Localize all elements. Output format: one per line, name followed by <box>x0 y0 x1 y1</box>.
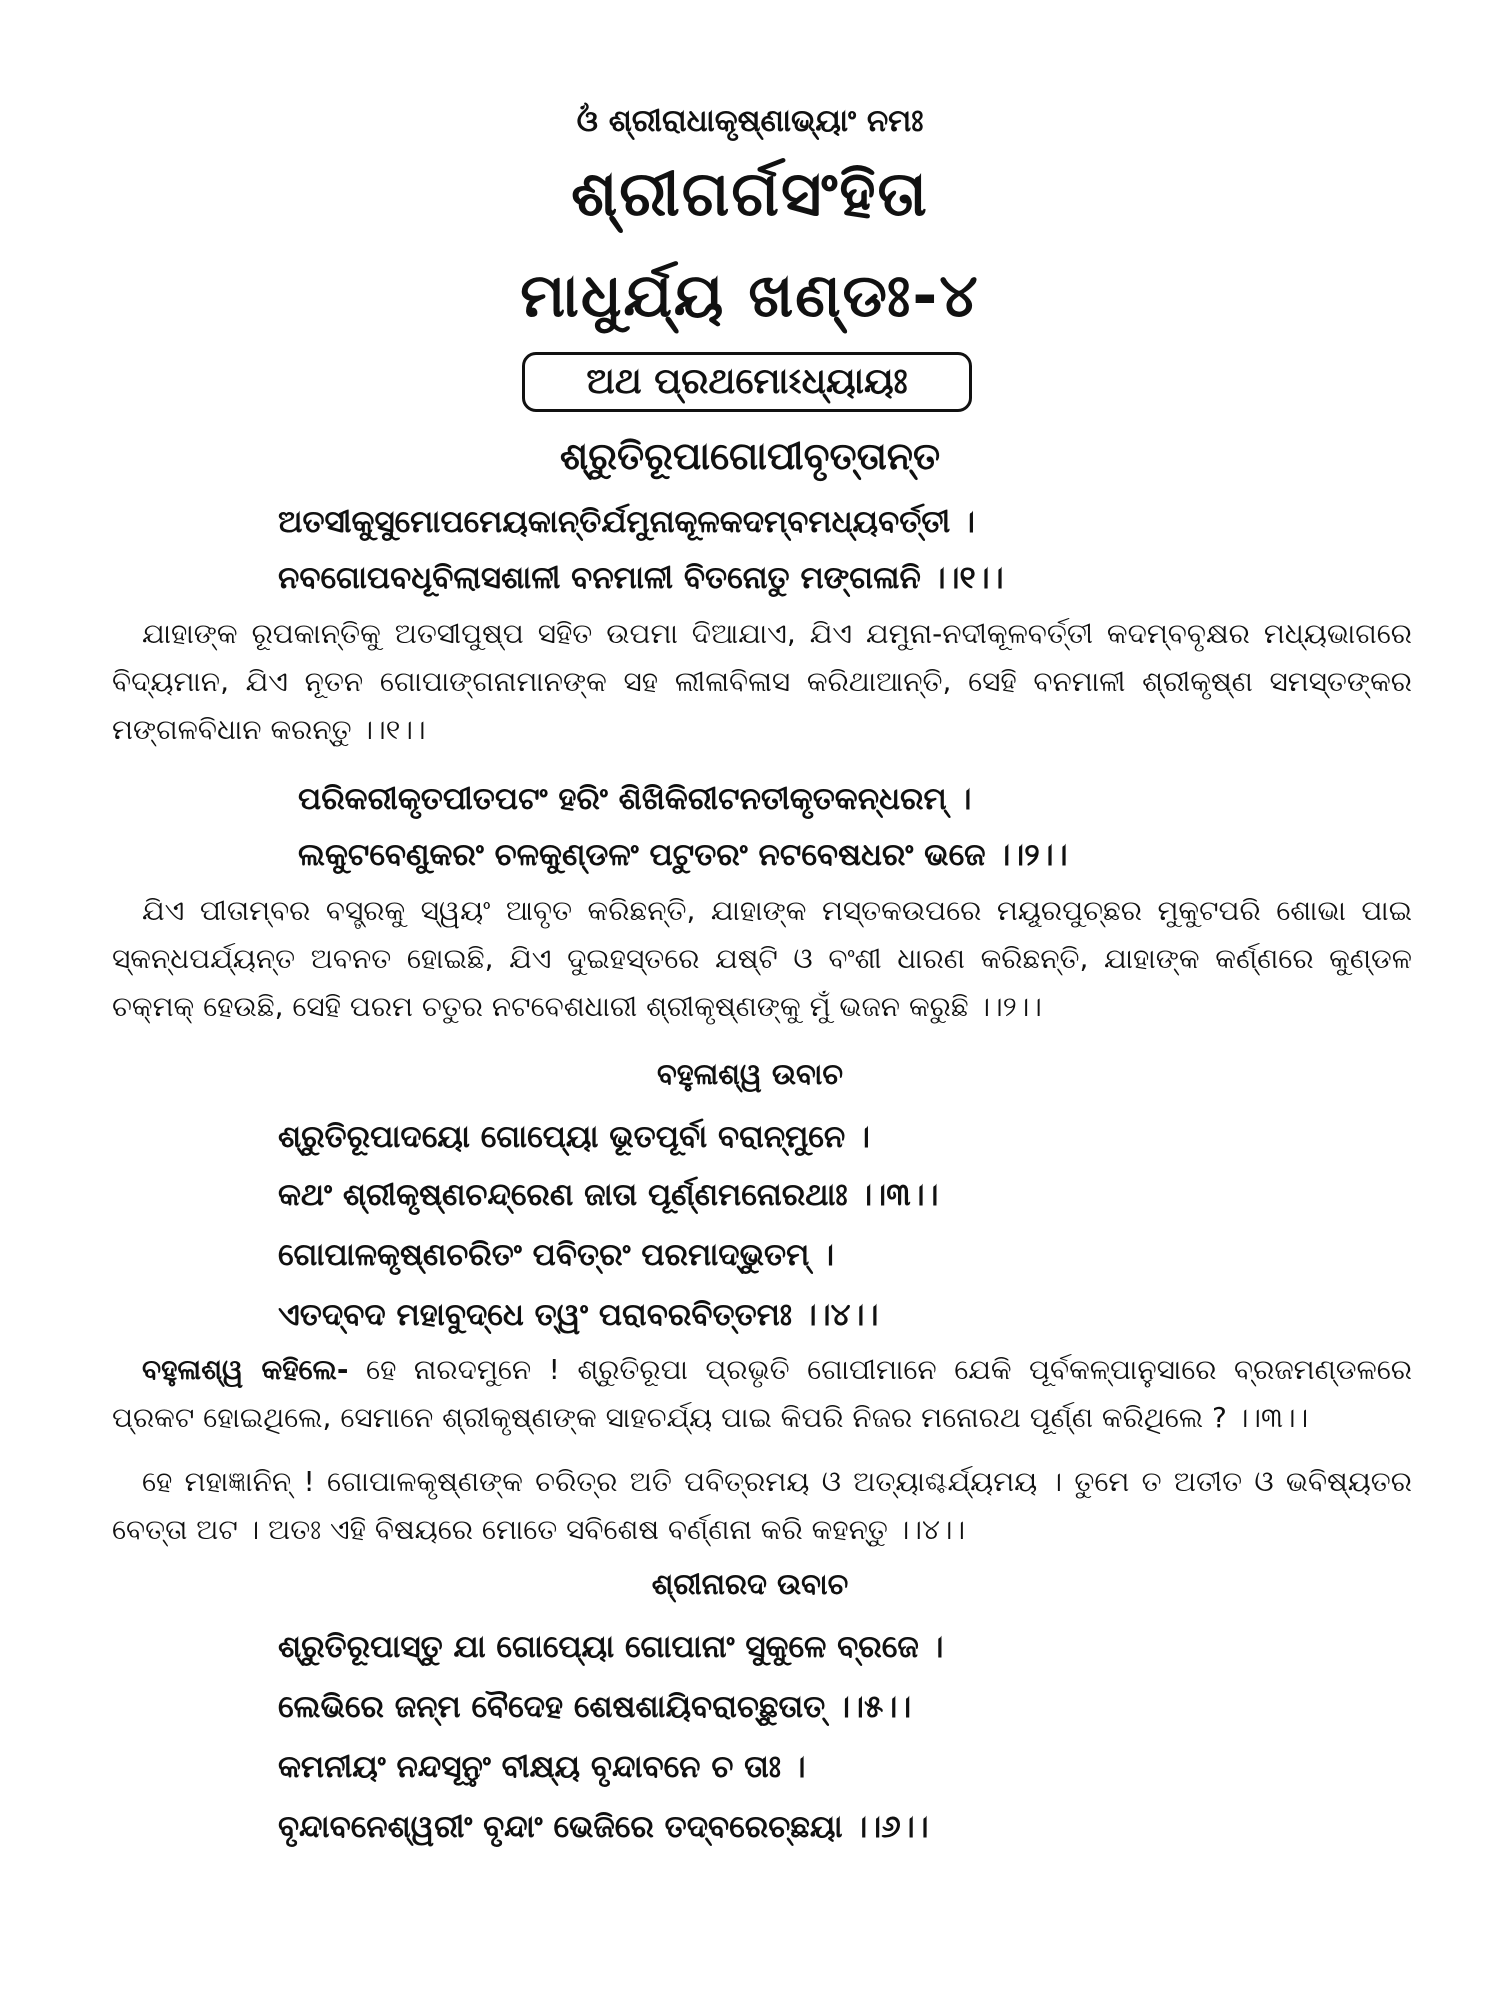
verse-line: କମନୀୟଂ ନନ୍ଦସୂନୁଂ ବୀକ୍ଷ୍ୟ ବୃନ୍ଦାବନେ ଚ ତାଃ । <box>278 1749 806 1785</box>
speaker-heading: ଶ୍ରୀନାରଦ ଉବାଚ <box>651 1567 849 1601</box>
invocation-line: ଓଁ ଶ୍ରୀରାଧାକୃଷ୍ଣାଭ୍ୟାଂ ନମଃ <box>576 103 924 139</box>
chapter-heading: ଅଥ ପ୍ରଥମୋଽଧ୍ୟାୟଃ <box>586 361 908 402</box>
translation-paragraph: ହେ ମହାଜ୍ଞାନିନ୍ ! ଗୋପାଳକୃଷ୍ଣଙ୍କ ଚରିତ୍ର ଅତି ପବିତ୍ରମୟ ଓ ଅତ୍ୟାଶ୍ଚର୍ଯ୍ୟମୟ । ତୁମେ ତ ଅତୀତ ଓ ଭବିଷ୍ୟତର ବେତ୍ତା ଅଟ । ଅତଃ ଏହି ବିଷୟରେ ମୋତେ ସବିଶେଷ ବର୍ଣ୍ଣନା କରି କହନ୍ତୁ ।।୪।। <box>112 1465 1412 1546</box>
translation-paragraph <box>112 1346 1412 1442</box>
verse-line: ଲକୁଟବେଣୁକରଂ ଚଳକୁଣ୍ଡଳଂ ପଟୁତରଂ ନଟବେଷଧରଂ ଭଜେ ।।୨।। <box>298 837 1068 873</box>
verse-line: ଗୋପାଳକୃଷ୍ଣଚରିତଂ ପବିତ୍ରଂ ପରମାଦ୍ଭୁତମ୍ । <box>278 1237 835 1273</box>
chapter-heading-box <box>522 352 972 412</box>
translation-paragraph: ଯିଏ ପୀତାମ୍ବର ବସ୍ତ୍ରକୁ ସ୍ୱୟଂ ଆବୃତ କରିଛନ୍ତି, ଯାହାଙ୍କ ମସ୍ତକଉପରେ ମୟୂରପୁଚ୍ଛର ମୁକୁଟପରି ଶୋଭା ପାଇ ସ୍କନ୍ଧପର୍ଯ୍ୟନ୍ତ ଅବନତ ହୋଇଛି, ଯିଏ ଦୁଇହସ୍ତରେ ଯଷ୍ଟି ଓ ବଂଶୀ ଧାରଣ କରିଛନ୍ତି, ଯାହାଙ୍କ କର୍ଣ୍ଣରେ କୁଣ୍ଡଳ ଚକ୍‌ମକ୍ ହେଉଛି, ସେହି ପରମ ଚତୁର ନଟବେଶଧାରୀ ଶ୍ରୀକୃଷ୍ଣଙ୍କୁ ମୁଁ ଭଜନ କରୁଛି ।।୨।। <box>112 894 1412 1023</box>
verse-line: ଏତଦ୍‌ବଦ ମହାବୁଦ୍ଧେ ତ୍ୱଂ ପରାବରବିତ୍ତମଃ ।।୪।। <box>278 1297 879 1333</box>
verse-line: ଶ୍ରୁତିରୂପାସ୍ତୁ ଯା ଗୋପ୍ୟୋ ଗୋପାନାଂ ସୁକୁଳେ ବ୍ରଜେ । <box>278 1629 944 1665</box>
speaker-lead: ବହୁଳାଶ୍ୱ କହିଲେ- <box>142 1353 349 1386</box>
chapter-subtitle: ଶ୍ରୁତିରୂପାଗୋପୀବୃତ୍ତାନ୍ତ <box>559 434 941 478</box>
verse-line: ପରିକରୀକୃତପୀତପଟଂ ହରିଂ ଶିଖିକିରୀଟନତୀକୃତକନ୍ଧରମ୍ । <box>298 781 972 817</box>
speaker-heading: ବହୁଳାଶ୍ୱ ଉବାଚ <box>656 1057 844 1091</box>
verse-line: କଥଂ ଶ୍ରୀକୃଷ୍ଣଚନ୍ଦ୍ରେଣ ଜାତା ପୂର୍ଣ୍ଣମନୋରଥାଃ ।।୩।। <box>278 1177 939 1213</box>
translation-text: ହେ ନାରଦମୁନେ ! ଶ୍ରୁତିରୂପା ପ୍ରଭୃତି ଗୋପୀମାନେ ଯେକି ପୂର୍ବକଳ୍ପାନୁସାରେ ବ୍ରଜମଣ୍ଡଳରେ ପ୍ରକଟ ହୋଇଥିଲେ, ସେମାନେ ଶ୍ରୀକୃଷ୍ଣଙ୍କ ସାହଚର୍ଯ୍ୟ ପାଇ କିପରି ନିଜର ମନୋରଥ ପୂର୍ଣ୍ଣ କରିଥିଲେ ? ।।୩।। <box>112 1353 1412 1434</box>
translation-paragraph: ଯାହାଙ୍କ ରୂପକାନ୍ତିକୁ ଅତସୀପୁଷ୍ପ ସହିତ ଉପମା ଦିଆଯାଏ, ଯିଏ ଯମୁନା-ନଦୀକୂଳବର୍ତ୍ତୀ କଦମ୍ବବୃକ୍ଷର ମଧ୍ୟଭାଗରେ ବିଦ୍ୟମାନ, ଯିଏ ନୂତନ ଗୋପାଙ୍ଗନାମାନଙ୍କ ସହ ଲୀଳାବିଳାସ କରିଥାଆନ୍ତି, ସେହି ବନମାଳୀ ଶ୍ରୀକୃଷ୍ଣ ସମସ୍ତଙ୍କର ମଙ୍ଗଳବିଧାନ କରନ୍ତୁ ।।୧।। <box>112 617 1412 746</box>
verse-line: ଶ୍ରୁତିରୂପାଦୟୋ ଗୋପ୍ୟୋ ଭୂତପୂର୍ବା ବରାନ୍ମୁନେ । <box>278 1119 870 1155</box>
verse-line: ଲେଭିରେ ଜନ୍ମ ବୈଦେହ ଶେଷଶାୟିବରାଚ୍ଛୁତାତ୍ ।।୫।। <box>278 1689 912 1725</box>
verse-line: ଅତସୀକୁସୁମୋପମେୟକାନ୍ତିର୍ଯମୁନାକୂଳକଦମ୍ବମଧ୍ୟବର୍ତ୍ତୀ । <box>278 504 975 540</box>
verse-line: ନବଗୋପବଧୂବିଲାସଶାଳୀ ବନମାଳୀ ବିତନୋତୁ ମଙ୍ଗଳାନି ।।୧।। <box>278 560 1004 596</box>
section-title: ମାଧୁର୍ଯ୍ୟ ଖଣ୍ଡଃ-୪ <box>520 261 980 331</box>
book-title: ଶ୍ରୀଗର୍ଗସଂହିତା <box>571 157 929 230</box>
verse-line: ବୃନ୍ଦାବନେଶ୍ୱରୀଂ ବୃନ୍ଦାଂ ଭେଜିରେ ତଦ୍‌ବରେଚ୍ଛୟା ।।୬।। <box>278 1809 929 1845</box>
